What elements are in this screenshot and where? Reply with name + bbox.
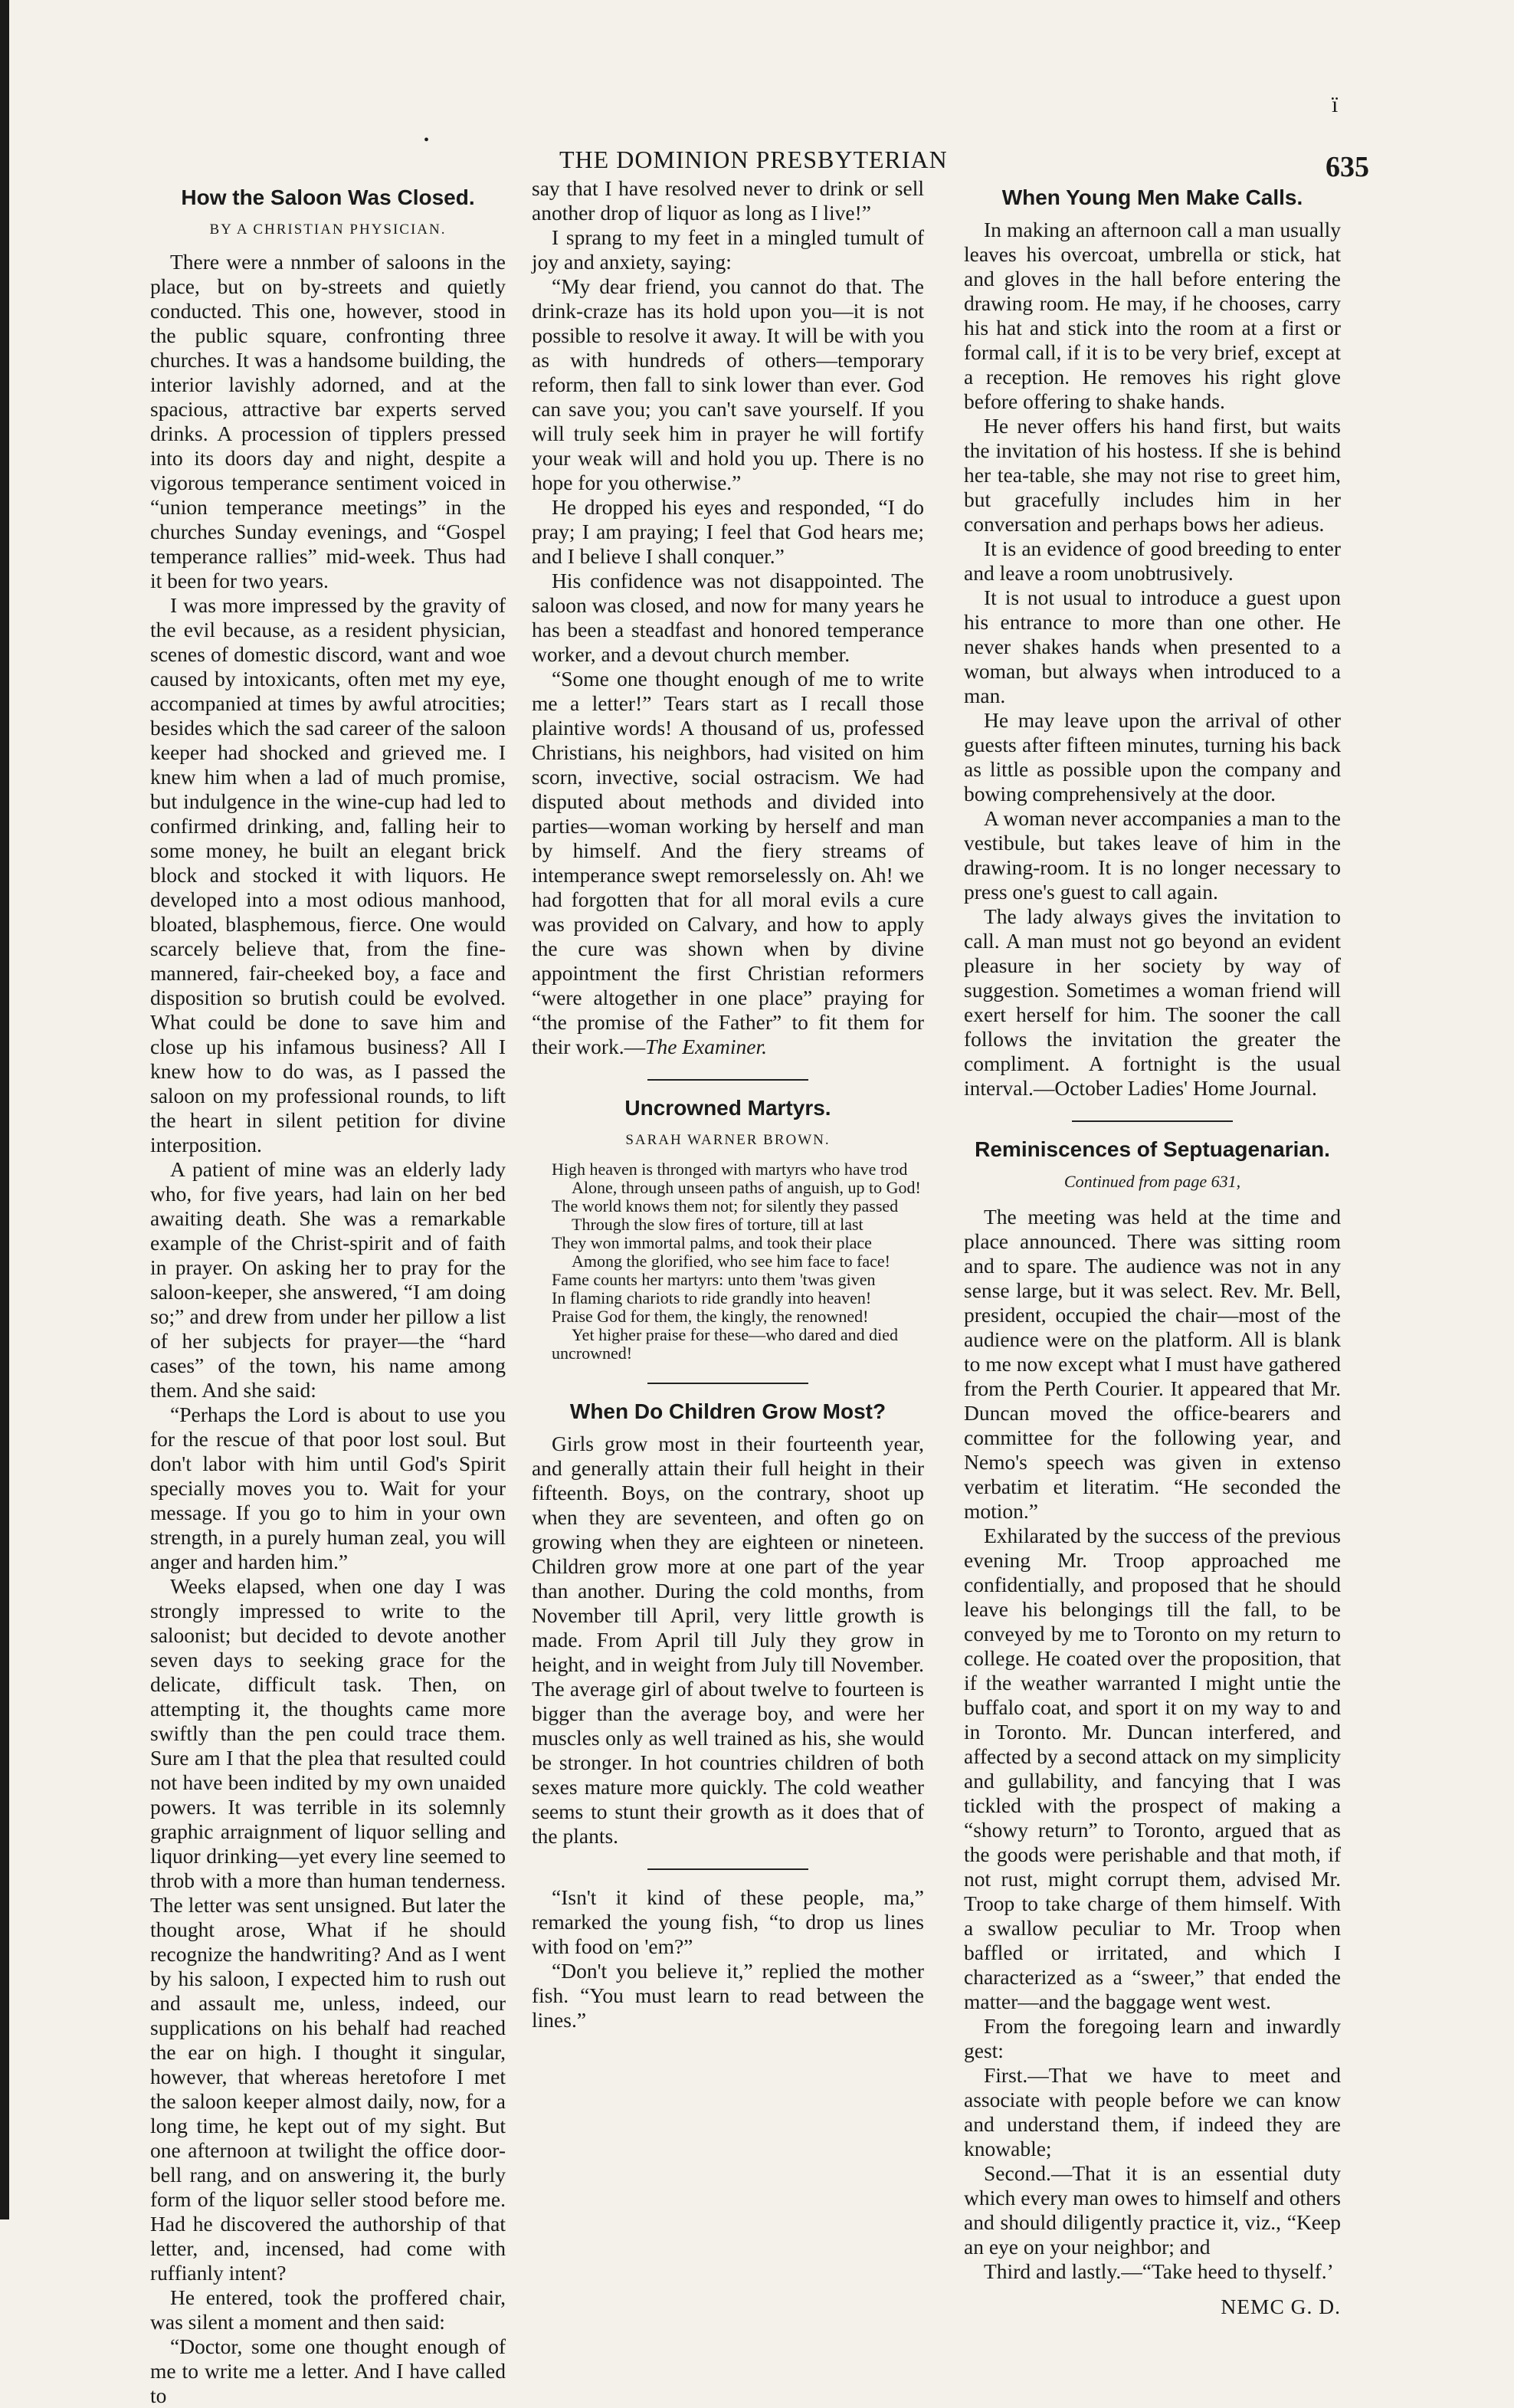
divider bbox=[647, 1079, 808, 1081]
article-title-saloon: How the Saloon Was Closed. bbox=[181, 185, 475, 209]
paragraph: He dropped his eyes and responded, “I do pray; I am praying; I feel that God hears me; and I believe I shall conquer.” bbox=[532, 495, 924, 568]
divider bbox=[647, 1383, 808, 1384]
paragraph: say that I have resolved never to drink or sell another drop of liquor as long as I live!” bbox=[532, 176, 924, 225]
poem-line: Praise God for them, the kingly, the renowned! bbox=[552, 1307, 869, 1326]
poem bbox=[532, 1160, 924, 1363]
paragraph: “Perhaps the Lord is about to use you for the rescue of that poor lost soul. But don't labor with him until God's Spirit specially moves you to. Wait for your message. If you go to him in your own strength, in a purely human zeal, you will anger and harden him.” bbox=[150, 1402, 506, 1573]
paragraph: A patient of mine was an elderly lady who, for five years, had lain on her bed awaiting death. She was a remarkable example of the Christ-spirit and of faith in prayer. On asking her to pray for the saloon-keeper, she answered, “I am doing so;” and drew from under her pillow a list of her subjects for prayer—the “hard cases” of the town, his name among them. And she said: bbox=[150, 1157, 506, 1402]
poem-line: Fame counts her martyrs: unto them 'twas given bbox=[552, 1270, 876, 1289]
paragraph bbox=[532, 667, 924, 1059]
page-number: 635 bbox=[1326, 151, 1369, 183]
poem-line: They won immortal palms, and took their place bbox=[552, 1233, 872, 1252]
paragraph: The lady always gives the invitation to call. A man must not go beyond an evident pleasure in her society by way of suggestion. Sometimes a woman friend will exert herself for him. The sooner the call follows the invitation the greater the compliment. A fortnight is the usual interval.—October Ladies' Home Journal. bbox=[964, 904, 1341, 1100]
column-3 bbox=[964, 176, 1341, 2319]
column-2 bbox=[532, 176, 924, 2032]
poem-line: Yet higher praise for these—who dared and died uncrowned! bbox=[552, 1325, 899, 1363]
article-title-reminiscences: Reminiscences of Septuagenarian. bbox=[975, 1137, 1330, 1161]
source-credit: The Examiner. bbox=[645, 1035, 768, 1058]
paragraph: From the foregoing learn and inwardly gest: bbox=[964, 2014, 1341, 2062]
article-title-children: When Do Children Grow Most? bbox=[569, 1399, 886, 1423]
poem-line: High heaven is thronged with martyrs who have trod bbox=[552, 1160, 908, 1179]
paragraph: “My dear friend, you cannot do that. The drink-craze has its hold upon you—it is not possible to resolve it away. It will be with you as with hundreds of others—temporary reform, then fall to sink lower than ever. God can save you; you can't save yourself. If you will truly seek him in prayer he will fortify your weak will and hold you up. There is no hope for you otherwise.” bbox=[532, 274, 924, 494]
divider bbox=[1072, 1120, 1233, 1122]
paragraph: Exhilarated by the success of the previous evening Mr. Troop approached me confidentially, and proposed that he should leave his belongings till the fall, to be conveyed by me to Toronto on my return to college. He coated over the proposition, that if the weather warranted I might untie the buffalo coat, and sport it on my way to and in Toronto. Mr. Duncan interfered, and affected by a second attack on my simplicity and gullability, and fancying that I was tickled with the prospect of making a “showy return” to Toronto, argued that as the goods were perishable and that moth, if not rust, might corrupt them, advised Mr. Troop to take charge of them himself. With a swallow peculiar to Mr. Troop when baffled or irritated, and which I characterized as a “sweer,” that ended the matter—and the baggage went west. bbox=[964, 1524, 1341, 2013]
continued-note: Continued from page 631, bbox=[1063, 1172, 1241, 1191]
paragraph: He may leave upon the arrival of other guests after fifteen minutes, turning his back as little as possible upon the company and bowing comprehensively at the door. bbox=[964, 708, 1341, 805]
paragraph: A woman never accompanies a man to the vestibule, but takes leave of him in the drawing-room. It is no longer necessary to press one's guest to call again. bbox=[964, 806, 1341, 904]
poem-author: SARAH WARNER BROWN. bbox=[625, 1132, 831, 1148]
paragraph: I sprang to my feet in a mingled tumult of joy and anxiety, saying: bbox=[532, 225, 924, 274]
column-1 bbox=[150, 176, 506, 2408]
paragraph: Second.—That it is an essential duty which every man owes to himself and others and should diligently practice it, viz., “Keep an eye on your neighbor; and bbox=[964, 2161, 1341, 2259]
paragraph: It is an evidence of good breeding to enter and leave a room unobtrusively. bbox=[964, 536, 1341, 585]
paragraph: “Doctor, some one thought enough of me to write me a letter. And I have called to bbox=[150, 2334, 506, 2407]
running-header: THE DOMINION PRESBYTERIAN bbox=[559, 146, 948, 173]
paragraph: Weeks elapsed, when one day I was strongly impressed to write to the saloonist; but decided to devote another seven days to seeking grace for the delicate, difficult task. Then, on attempting it, the thoughts came more swiftly than the pen could trace them. Sure am I that the plea that resulted could not have been indited by my own unaided powers. It was terrible in its solemnly graphic arraignment of liquor selling and liquor drinking—yet every line seemed to throb with a more than human tenderness. The letter was sent unsigned. But later the thought arose, What if he should recognize the handwriting? And as I went by his saloon, I expected him to rush out and assault me, unless, indeed, our supplications on his behalf had reached the ear on high. I thought it singular, however, that whereas heretofore I met the saloon keeper almost daily, now, for a long time, he kept out of my sight. But one afternoon at twilight the office door-bell rang, and on answering it, the burly form of the liquor seller stood before me. Had he discovered the authorship of that letter, and, incensed, had come with ruffianly intent? bbox=[150, 1574, 506, 2285]
paragraph: It is not usual to introduce a guest upon his entrance to more than one other. He never shakes hands when presented to a woman, but always when introduced to a man. bbox=[964, 586, 1341, 707]
divider bbox=[647, 1868, 808, 1870]
corner-mark: ï bbox=[1332, 92, 1339, 117]
paragraph: The meeting was held at the time and place announced. There was sitting room and to spare. The audience was not in any sense large, but it was select. Rev. Mr. Bell, president, occupied the chair—most of the audience were on the platform. All is blank to me now except what I must have gathered from the Perth Courier. It appeared that Mr. Duncan moved the office-bearers and committee for the following year, and Nemo's speech was given in extenso verbatim et literatim. “He seconded the motion.” bbox=[964, 1205, 1341, 1523]
byline: BY A CHRISTIAN PHYSICIAN. bbox=[209, 221, 447, 238]
paragraph: Girls grow most in their fourteenth year, and generally attain their full height in their fifteenth. Boys, on the contrary, shoot up when they are seventeen, and often go on growing when they are eighteen or nineteen. Children grow more at one part of the year than another. During the cold months, from November till April, very little growth is made. From April till July they grow in height, and in weight from July till November. The average girl of about twelve to fourteen is bigger than the average boy, and were her muscles only as well trained as his, she would be stronger. In hot countries children of both sexes mature more quickly. The cold weather seems to stunt their growth as it does that of the plants. bbox=[532, 1432, 924, 1848]
paragraph: He entered, took the proffered chair, was silent a moment and then said: bbox=[150, 2285, 506, 2334]
poem-line: Among the glorified, who see him face to face! bbox=[572, 1252, 891, 1271]
paragraph: I was more impressed by the gravity of the evil because, as a resident physician, scenes of domestic discord, want and woe caused by intoxicants, often met my eye, accompanied at times by awful atrocities; besides which the sad career of the saloon keeper had shocked and grieved me. I knew him when a lad of much promise, but indulgence in the wine-cup had led to confirmed drinking, and, falling heir to some money, he built an elegant brick block and stocked it with liquors. He developed into a most odious manhood, bloated, blasphemous, fierce. One would scarcely believe that, from the fine-mannered, fair-cheeked boy, a face and disposition so brutish could be evolved. What could be done to save him and close up his infamous business? All I knew how to do was, as I passed the saloon on my professional rounds, to lift the heart in silent petition for divine interposition. bbox=[150, 593, 506, 1156]
paragraph: His confidence was not disappointed. The saloon was closed, and now for many years he has been a steadfast and honored temperance worker, and a devout church member. bbox=[532, 569, 924, 666]
paragraph: “Isn't it kind of these people, ma,” remarked the young fish, “to drop us lines with food on 'em?” bbox=[532, 1885, 924, 1958]
poem-line: Alone, through unseen paths of anguish, up to God! bbox=[572, 1178, 921, 1197]
paragraph: There were a nnmber of saloons in the place, but on by-streets and quietly conducted. This one, however, stood in the public square, confronting three churches. It was a handsome building, the interior lavishly adorned, and at the spacious, attractive bar experts served drinks. A procession of tipplers pressed into its doors day and night, despite a vigorous temperance sentiment voiced in “union temperance meetings” in the churches Sunday evenings, and “Gospel temperance rallies” mid-week. Thus had it been for two years. bbox=[150, 250, 506, 592]
poem-title: Uncrowned Martyrs. bbox=[624, 1096, 831, 1120]
signature: NEMC G. D. bbox=[1221, 2295, 1341, 2318]
paragraph-text: “Some one thought enough of me to write me a letter!” Tears start as I recall those plaintive words! A thousand of us, professed Christians, his neighbors, had visited on him scorn, invective, social ostracism. We had disputed about methods and divided into parties—woman working by herself and man by himself. And the fiery streams of intemperance swept remorselessly on. Ah! we had forgotten that for all moral evils a cure was provided on Calvary, and how to apply the cure was shown when by divine appointment the first Christian reformers “were altogether in one place” praying for “the promise of the Father” to fit them for their work.— bbox=[532, 667, 924, 1058]
article-title-calls: When Young Men Make Calls. bbox=[1001, 185, 1303, 209]
page-edge bbox=[0, 0, 9, 2219]
paragraph: Third and lastly.—“Take heed to thyself.’ bbox=[984, 2259, 1334, 2283]
ink-dot: • bbox=[424, 132, 430, 149]
paragraph: “Don't you believe it,” replied the mother fish. “You must learn to read between the lines.” bbox=[532, 1959, 924, 2032]
paragraph: First.—That we have to meet and associate with people before we can know and understand them, if indeed they are knowable; bbox=[964, 2063, 1341, 2160]
paragraph: He never offers his hand first, but waits the invitation of his hostess. If she is behind her tea-table, she may not rise to greet him, but gracefully includes him in her conversation and perhaps bows her adieus. bbox=[964, 414, 1341, 536]
poem-line: The world knows them not; for silently they passed bbox=[552, 1196, 899, 1215]
paragraph: In making an afternoon call a man usually leaves his overcoat, umbrella or stick, hat and gloves in the hall before entering the drawing room. He may, if he chooses, carry his hat and stick into the room at a first or formal call, if it is to be very brief, except at a reception. He removes his right glove before offering to shake hands. bbox=[964, 218, 1341, 413]
poem-line: Through the slow fires of torture, till at last bbox=[572, 1215, 864, 1234]
poem-line: In flaming chariots to ride grandly into heaven! bbox=[552, 1288, 872, 1307]
